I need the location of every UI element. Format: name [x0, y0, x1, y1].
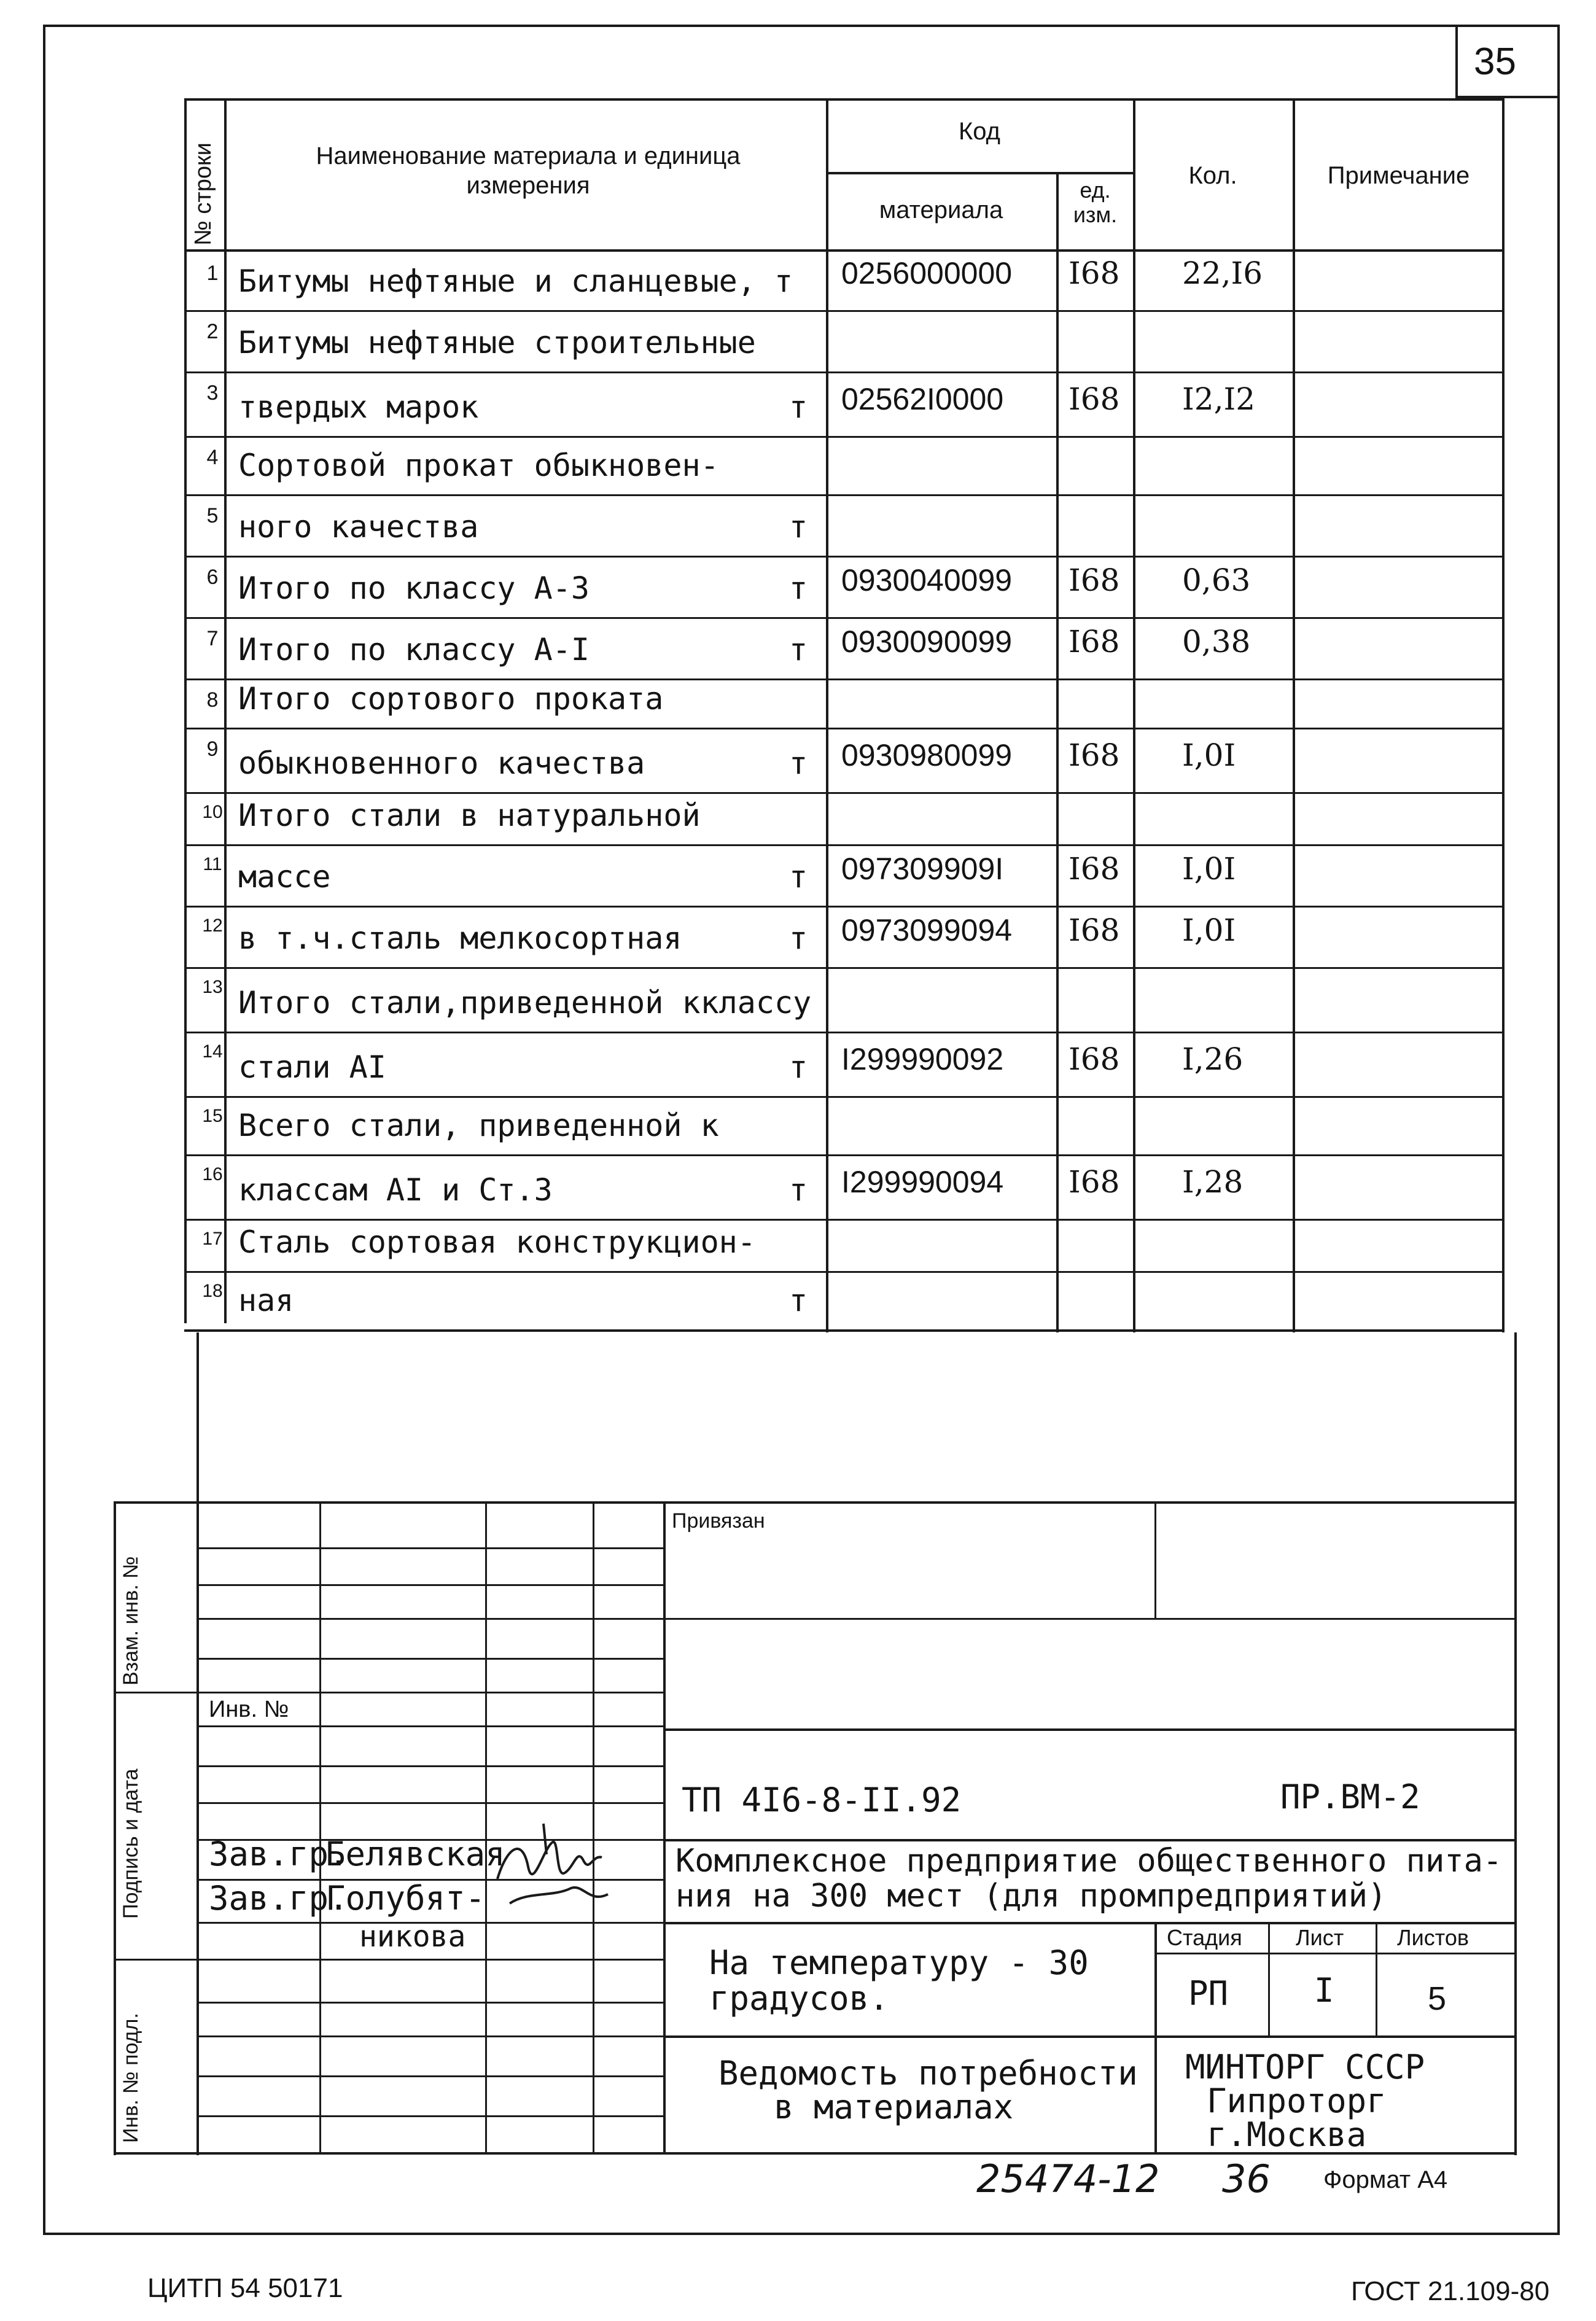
org-line-2: Гипроторг [1207, 2082, 1387, 2120]
sheet-label: Лист [1296, 1925, 1344, 1950]
material-code: 0256000000 [841, 256, 1013, 290]
material-code: 0930040099 [841, 563, 1013, 597]
material-name: Итого стали в натуральной [238, 798, 701, 833]
unit-code: I68 [1069, 737, 1120, 773]
material-name: массе [238, 859, 331, 895]
quantity: I,26 [1182, 1041, 1244, 1077]
header-code-unit: ед. изм. [1073, 177, 1118, 227]
row-number: 2 [206, 320, 219, 343]
side-label-podpis-data: Подпись и дата [119, 1768, 142, 1919]
unit-code: I68 [1069, 851, 1120, 887]
row-number: 5 [206, 504, 219, 527]
page-number: 36 [1222, 2156, 1271, 2201]
quantity: 22,I6 [1182, 255, 1263, 291]
side-label-vzam-inv: Взам. инв. № [119, 1556, 142, 1685]
inv-no-label: Инв. № [209, 1697, 289, 1722]
quantity: I2,I2 [1182, 381, 1256, 417]
material-unit-t: т [789, 570, 808, 606]
subject-line-1: На температуру - 30 [709, 1943, 1089, 1982]
material-name: Сортовой прокат обыкновен- [238, 448, 719, 483]
material-unit-t: т [789, 509, 808, 545]
signature-mark [485, 1811, 626, 1928]
header-code: Код [958, 118, 1000, 145]
material-unit-t: т [789, 859, 808, 895]
doc-title-line-2: в материалах [774, 2088, 1014, 2126]
row-number: 15 [202, 1106, 223, 1126]
staff-name-2: Голубят- [325, 1879, 486, 1918]
org-line-1: МИНТОРГ СССР [1185, 2048, 1425, 2086]
side-label-inv-podl: Инв. № подл. [119, 2013, 142, 2143]
row-number: 6 [206, 566, 219, 589]
unit-code: I68 [1069, 1164, 1120, 1200]
stage-value: РП [1188, 1974, 1229, 2013]
row-number: 10 [202, 802, 223, 822]
material-unit-t: т [789, 745, 808, 781]
sheet-number: 35 [1474, 41, 1516, 83]
material-unit-t: т [789, 1283, 808, 1318]
material-code: 0973099094 [841, 913, 1013, 947]
material-name: классам АI и Ст.3 [238, 1172, 553, 1208]
material-name: Итого по классу А-I [238, 632, 590, 667]
header-code-material: материала [879, 196, 1003, 224]
material-unit-t: т [789, 920, 808, 956]
project-line-2: ния на 300 мест (для промпредприятий) [675, 1878, 1387, 1915]
row-number: 8 [206, 688, 219, 712]
material-name: Битумы нефтяные и сланцевые, т [238, 263, 793, 299]
quantity: I,0I [1182, 912, 1236, 948]
unit-code: I68 [1069, 1041, 1120, 1077]
material-code: 097309909I [841, 852, 1004, 886]
staff-name-1: Белявская [325, 1835, 505, 1873]
unit-code: I68 [1069, 381, 1120, 417]
row-number: 14 [202, 1041, 223, 1062]
material-name: обыкновенного качества [238, 745, 645, 781]
material-code: 0930980099 [841, 738, 1013, 772]
material-name: твердых марок [238, 389, 479, 425]
material-unit-t: т [789, 389, 808, 425]
row-number: 16 [202, 1164, 223, 1184]
unit-code: I68 [1069, 912, 1120, 948]
material-name: Битумы нефтяные строительные [238, 325, 756, 360]
staff-role-1: Зав.гр. [209, 1835, 349, 1873]
footer-left: ЦИТП 54 50171 [147, 2273, 343, 2303]
row-number: 7 [206, 627, 219, 650]
project-line-1: Комплексное предприятие общественного пита- [675, 1843, 1503, 1880]
sheets-label: Листов [1397, 1925, 1469, 1950]
unit-code: I68 [1069, 255, 1120, 291]
sheet-value: I [1314, 1971, 1334, 2010]
material-name: ного качества [238, 509, 479, 545]
subject-line-2: градусов. [709, 1979, 889, 2018]
format-label: Формат А4 [1323, 2166, 1448, 2193]
material-code: I299990094 [841, 1165, 1004, 1199]
staff-name-2-cont: никова [359, 1919, 466, 1954]
row-number: 12 [202, 916, 223, 936]
quantity: 0,38 [1182, 624, 1251, 659]
material-name: Сталь сортовая конструкцион- [238, 1224, 756, 1260]
material-name: Всего стали, приведенной к [238, 1108, 719, 1143]
row-number: 9 [206, 737, 219, 761]
quantity: I,0I [1182, 851, 1236, 887]
quantity: I,28 [1182, 1164, 1244, 1200]
header-name: Наименование материала и единица измерения [316, 142, 741, 199]
material-unit-t: т [789, 1172, 808, 1208]
footer-right: ГОСТ 21.109-80 [1351, 2276, 1550, 2306]
doc-code: ТП 4I6-8-II.92 [682, 1781, 962, 1819]
material-name: Итого сортового проката [238, 681, 664, 717]
unit-code: I68 [1069, 624, 1120, 659]
material-unit-t: т [789, 1049, 808, 1085]
material-code: I299990092 [841, 1042, 1004, 1076]
row-number: 1 [206, 262, 219, 285]
material-name: ная [238, 1283, 294, 1318]
row-number: 18 [202, 1281, 223, 1301]
material-code: 0930090099 [841, 624, 1013, 659]
header-qty: Кол. [1188, 162, 1237, 189]
quantity: 0,63 [1182, 562, 1251, 598]
staff-role-2: Зав.гр. [209, 1879, 349, 1918]
quantity: I,0I [1182, 737, 1236, 773]
header-note: Примечание [1327, 162, 1470, 189]
org-line-3: г.Москва [1207, 2115, 1367, 2154]
privyazan-label: Привязан [672, 1509, 765, 1533]
doc-mark: ПР.ВМ-2 [1280, 1778, 1420, 1816]
archive-number: 25474-12 [976, 2156, 1160, 2201]
row-number: 11 [203, 854, 222, 874]
sheets-value: 5 [1428, 1980, 1447, 2017]
material-name: Итого стали,приведенной кклассу [238, 985, 812, 1021]
material-name: Итого по классу А-3 [238, 570, 590, 606]
row-number: 3 [206, 381, 219, 405]
header-row-no: № строки [190, 142, 216, 246]
row-number: 13 [202, 977, 223, 997]
material-unit-t: т [789, 632, 808, 667]
doc-title-line-1: Ведомость потребности [718, 2054, 1138, 2093]
stage-label: Стадия [1167, 1925, 1242, 1950]
row-number: 4 [206, 446, 219, 469]
material-name: стали АI [238, 1049, 386, 1085]
unit-code: I68 [1069, 562, 1120, 598]
material-name: в т.ч.сталь мелкосортная [238, 920, 682, 956]
material-code: 02562I0000 [841, 382, 1004, 416]
row-number: 17 [202, 1229, 223, 1249]
